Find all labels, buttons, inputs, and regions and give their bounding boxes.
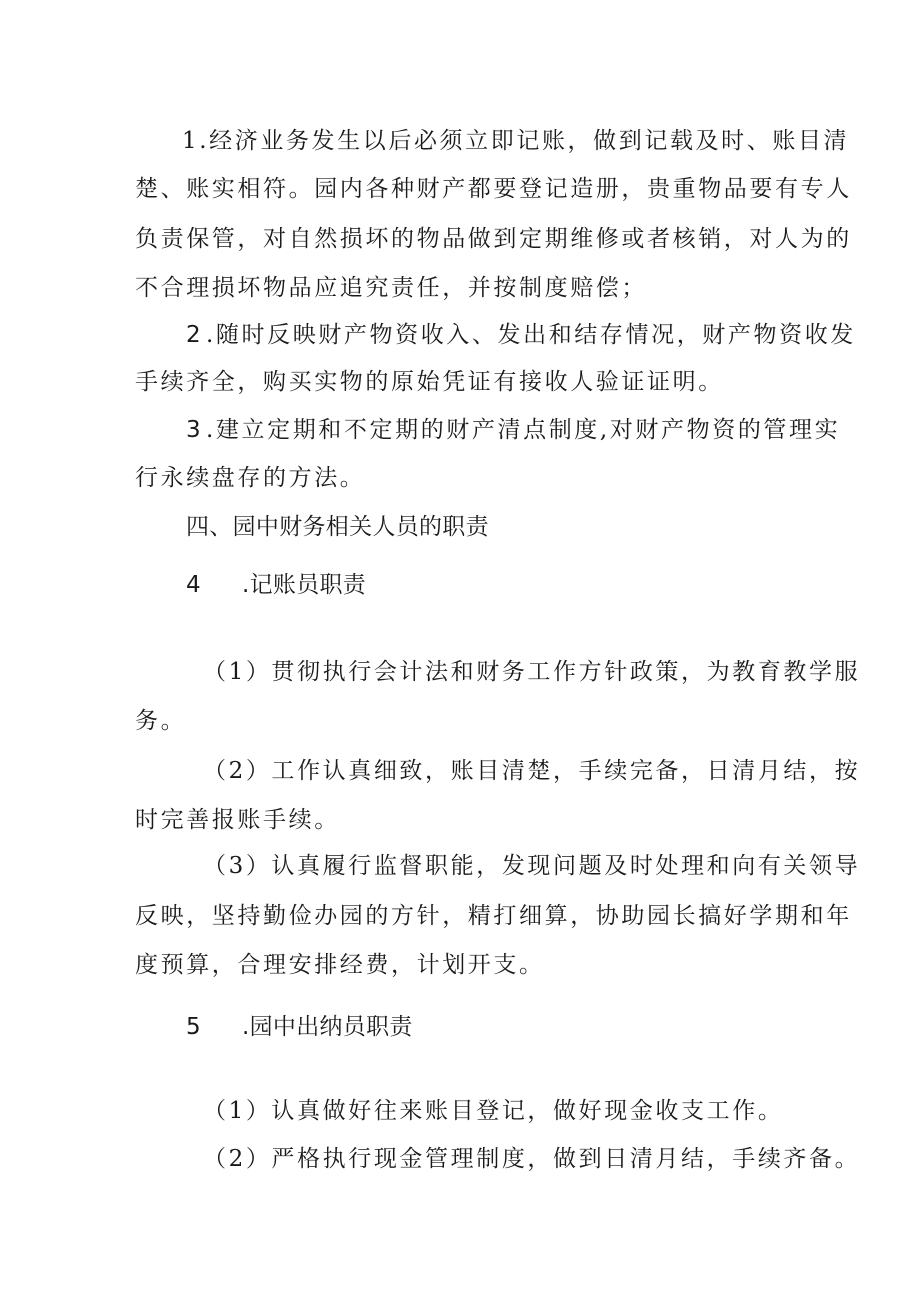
paragraph-2-line-2: 手续齐全，购买实物的原始凭证有接收人验证证明。 bbox=[135, 369, 724, 395]
paragraph-3-line-1 bbox=[0, 415, 920, 445]
subsection-4-number: 4 bbox=[186, 572, 201, 598]
paragraph-3-number: 3 bbox=[186, 417, 202, 443]
item-5-1-line-1: （1）认真做好往来账目登记，做好现金收支工作。 bbox=[203, 1098, 784, 1124]
paragraph-1-line-4: 不合理损坏物品应追究责任，并按制度赔偿； bbox=[135, 275, 647, 301]
item-4-1-line-2: 务。 bbox=[135, 708, 187, 734]
item-4-3-line-1: （3）认真履行监督职能，发现问题及时处理和向有关领导 bbox=[203, 853, 861, 879]
item-5-2-line-1: （2）严格执行现金管理制度，做到日清月结，手续齐备。 bbox=[203, 1146, 861, 1172]
section-4-heading: 四、园中财务相关人员的职责 bbox=[186, 514, 489, 540]
paragraph-2-line-1 bbox=[0, 320, 920, 350]
subsection-5-heading bbox=[0, 1012, 920, 1042]
paragraph-1-line-3: 负责保管，对自然损坏的物品做到定期维修或者核销，对人为的 bbox=[135, 226, 852, 252]
item-4-3-line-2: 反映，坚持勤俭办园的方针，精打细算，协助园长搞好学期和年 bbox=[135, 903, 852, 929]
paragraph-2-text: .随时反映财产物资收入、发出和结存情况，财产物资收发 bbox=[206, 322, 856, 348]
item-4-2-line-1: （2）工作认真细致，账目清楚，手续完备，日清月结，按 bbox=[203, 758, 861, 784]
paragraph-3-line-2: 行永续盘存的方法。 bbox=[135, 465, 366, 491]
paragraph-1-line-1: 1.经济业务发生以后必须立即记账，做到记载及时、账目清 bbox=[182, 128, 850, 154]
paragraph-3-text: .建立定期和不定期的财产清点制度,对财产物资的管理实 bbox=[206, 417, 841, 443]
paragraph-1-line-2: 楚、账实相符。园内各种财产都要登记造册，贵重物品要有专人 bbox=[135, 176, 852, 202]
item-4-2-line-2: 时完善报账手续。 bbox=[135, 807, 340, 833]
item-4-3-line-3: 度预算，合理安排经费，计划开支。 bbox=[135, 952, 545, 978]
subsection-4-title: .记账员职责 bbox=[242, 572, 367, 598]
subsection-5-number: 5 bbox=[186, 1014, 201, 1040]
subsection-4-heading bbox=[0, 570, 920, 600]
paragraph-2-number: 2 bbox=[186, 322, 202, 348]
item-4-1-line-1: （1）贯彻执行会计法和财务工作方针政策，为教育教学服 bbox=[203, 659, 861, 685]
subsection-5-title: .园中出纳员职责 bbox=[242, 1014, 413, 1040]
